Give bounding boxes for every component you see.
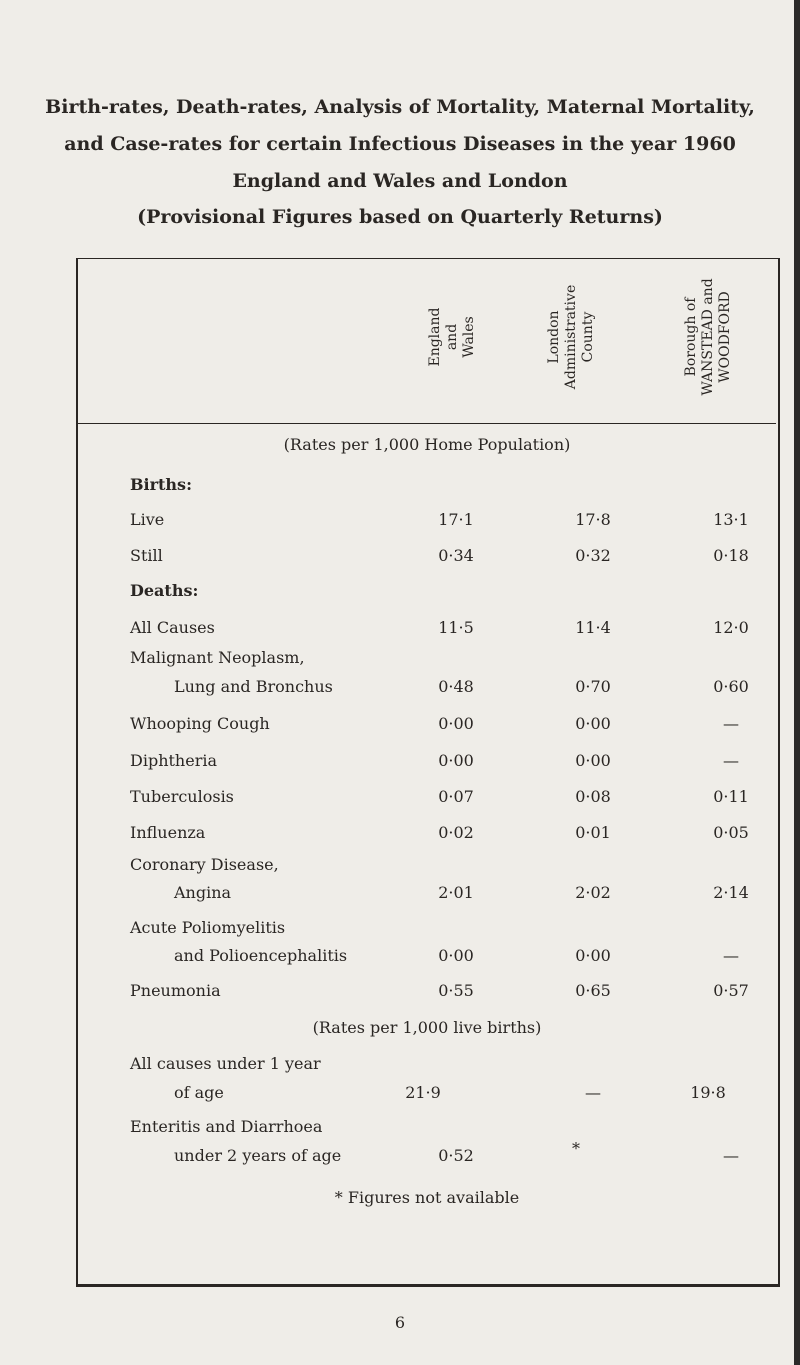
title-line-4: (Provisional Figures based on Quarterly Returns) — [137, 206, 663, 228]
row-label-whooping-cough: Whooping Cough — [130, 714, 270, 733]
row-label-coronary-2: Angina — [174, 883, 232, 902]
page-number: 6 — [394, 1313, 406, 1332]
polio-england-wales: 0·00 — [438, 946, 474, 965]
row-label-polio-1: Acute Poliomyelitis — [130, 918, 286, 937]
tuberculosis-london: 0·08 — [575, 787, 611, 806]
influenza-wanstead: 0·05 — [713, 823, 749, 842]
row-label-under1-1: All causes under 1 year — [130, 1054, 321, 1073]
column-header-england-wales: England and Wales — [427, 307, 477, 367]
row-label-enteritis-2: under 2 years of age — [174, 1146, 342, 1165]
polio-london: 0·00 — [575, 946, 611, 965]
still-london: 0·32 — [575, 546, 611, 565]
row-label-influenza: Influenza — [130, 823, 206, 842]
births-heading: Births: — [130, 475, 192, 494]
section-live-rates: (Rates per 1,000 live births) — [312, 1018, 542, 1037]
row-label-polio-2: and Polioencephalitis — [174, 946, 348, 965]
tuberculosis-wanstead: 0·11 — [713, 787, 749, 806]
section-home-rates: (Rates per 1,000 Home Population) — [283, 435, 571, 454]
enteritis-england-wales: 0·52 — [438, 1146, 474, 1165]
still-england-wales: 0·34 — [438, 546, 474, 565]
all-causes-england-wales: 11·5 — [438, 618, 474, 637]
influenza-england-wales: 0·02 — [438, 823, 474, 842]
live-wanstead: 13·1 — [713, 510, 749, 529]
column-header-wanstead-woodford: Borough of WANSTEAD and WOODFORD — [683, 278, 733, 396]
malignant-england-wales: 0·48 — [438, 677, 474, 696]
under1-wanstead: 19·8 — [690, 1083, 726, 1102]
deaths-heading: Deaths: — [130, 581, 199, 600]
live-england-wales: 17·1 — [438, 510, 474, 529]
tuberculosis-england-wales: 0·07 — [438, 787, 474, 806]
malignant-wanstead: 0·60 — [713, 677, 749, 696]
under1-england-wales: 21·9 — [405, 1083, 441, 1102]
influenza-london: 0·01 — [575, 823, 611, 842]
coronary-london: 2·02 — [575, 883, 611, 902]
row-label-all-causes: All Causes — [130, 618, 215, 637]
polio-wanstead: — — [723, 946, 739, 965]
pneumonia-wanstead: 0·57 — [713, 981, 749, 1000]
all-causes-wanstead: 12·0 — [713, 618, 749, 637]
enteritis-wanstead: — — [723, 1146, 739, 1165]
title-line-2: and Case-rates for certain Infectious Diseases in the year 1960 — [64, 133, 736, 155]
live-london: 17·8 — [575, 510, 611, 529]
row-label-diphtheria: Diphtheria — [130, 751, 217, 770]
diphtheria-wanstead: — — [723, 751, 739, 770]
column-header-london-county: London Administrative County — [546, 284, 596, 390]
coronary-wanstead: 2·14 — [713, 883, 749, 902]
row-label-under1-2: of age — [174, 1083, 224, 1102]
statistics-table — [76, 258, 780, 1287]
row-label-tuberculosis: Tuberculosis — [130, 787, 234, 806]
coronary-england-wales: 2·01 — [438, 883, 474, 902]
malignant-london: 0·70 — [575, 677, 611, 696]
page-edge-shadow — [794, 0, 800, 1365]
row-label-malignant-1: Malignant Neoplasm, — [130, 648, 305, 667]
whooping-wanstead: — — [723, 714, 739, 733]
under1-london: — — [585, 1083, 601, 1102]
whooping-england-wales: 0·00 — [438, 714, 474, 733]
header-divider — [78, 423, 776, 424]
pneumonia-london: 0·65 — [575, 981, 611, 1000]
whooping-london: 0·00 — [575, 714, 611, 733]
diphtheria-london: 0·00 — [575, 751, 611, 770]
enteritis-london: * — [572, 1139, 580, 1158]
diphtheria-england-wales: 0·00 — [438, 751, 474, 770]
row-label-still: Still — [130, 546, 163, 565]
row-label-live: Live — [130, 510, 165, 529]
row-label-malignant-2: Lung and Bronchus — [174, 677, 333, 696]
row-label-pneumonia: Pneumonia — [130, 981, 221, 1000]
all-causes-london: 11·4 — [575, 618, 611, 637]
pneumonia-england-wales: 0·55 — [438, 981, 474, 1000]
title-line-1: Birth-rates, Death-rates, Analysis of Mortality, Maternal Mortality, — [45, 96, 755, 118]
still-wanstead: 0·18 — [713, 546, 749, 565]
title-line-3: England and Wales and London — [232, 170, 568, 192]
row-label-enteritis-1: Enteritis and Diarrhoea — [130, 1117, 323, 1136]
footnote: * Figures not available — [334, 1188, 520, 1207]
row-label-coronary-1: Coronary Disease, — [130, 855, 279, 874]
